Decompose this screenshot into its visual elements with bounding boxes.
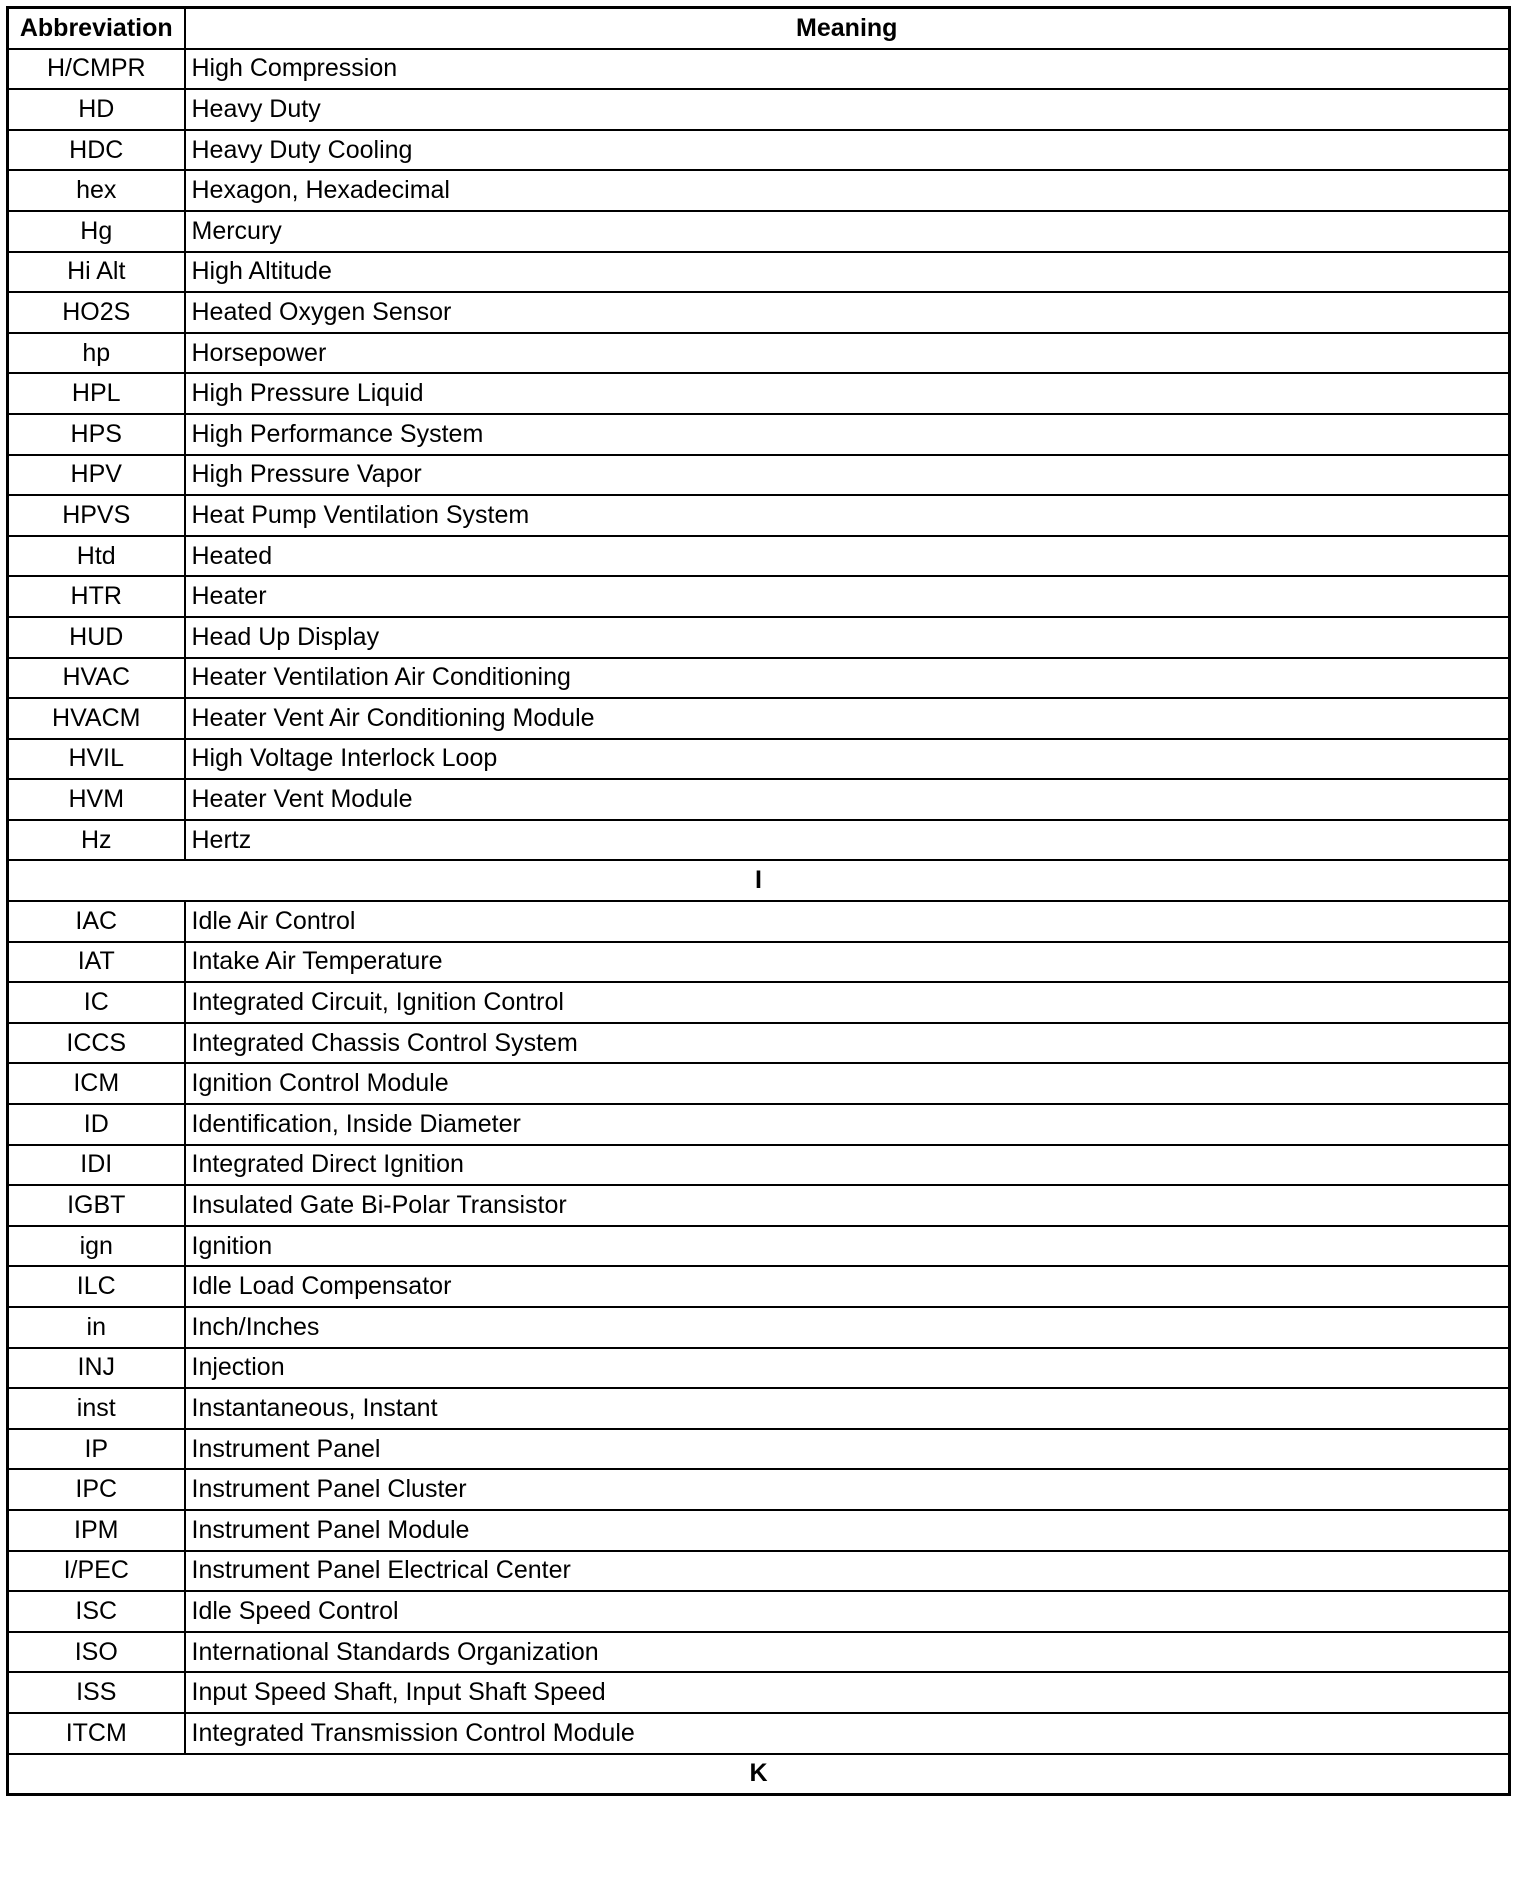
table-row xyxy=(8,1632,1510,1673)
abbreviation-cell: inst xyxy=(8,1388,185,1429)
table-row xyxy=(8,1348,1510,1389)
abbreviation-cell: ISC xyxy=(8,1591,185,1632)
section-row xyxy=(8,1754,1510,1795)
meaning-cell: Intake Air Temperature xyxy=(185,942,1510,983)
table-row xyxy=(8,130,1510,171)
abbreviation-cell: HPS xyxy=(8,414,185,455)
abbreviation-cell: IP xyxy=(8,1429,185,1470)
meaning-cell: Integrated Circuit, Ignition Control xyxy=(185,982,1510,1023)
meaning-cell: High Pressure Liquid xyxy=(185,373,1510,414)
meaning-cell: Input Speed Shaft, Input Shaft Speed xyxy=(185,1672,1510,1713)
meaning-cell: Idle Air Control xyxy=(185,901,1510,942)
abbreviation-cell: HVACM xyxy=(8,698,185,739)
meaning-cell: Heated Oxygen Sensor xyxy=(185,292,1510,333)
table-row xyxy=(8,89,1510,130)
table-row xyxy=(8,536,1510,577)
abbreviation-cell: ISS xyxy=(8,1672,185,1713)
table-header xyxy=(8,8,1510,49)
table-row xyxy=(8,779,1510,820)
table-row xyxy=(8,1023,1510,1064)
meaning-cell: Hertz xyxy=(185,820,1510,861)
abbreviation-cell: hex xyxy=(8,170,185,211)
abbreviation-cell: ICM xyxy=(8,1063,185,1104)
table-row xyxy=(8,982,1510,1023)
abbreviation-cell: ITCM xyxy=(8,1713,185,1754)
table-row xyxy=(8,820,1510,861)
table-row xyxy=(8,1551,1510,1592)
table-row xyxy=(8,576,1510,617)
meaning-cell: Head Up Display xyxy=(185,617,1510,658)
table-row xyxy=(8,698,1510,739)
meaning-cell: Heater Vent Air Conditioning Module xyxy=(185,698,1510,739)
abbreviation-cell: ICCS xyxy=(8,1023,185,1064)
abbreviation-cell: Hz xyxy=(8,820,185,861)
table-row xyxy=(8,170,1510,211)
meaning-cell: Heated xyxy=(185,536,1510,577)
meaning-cell: Injection xyxy=(185,1348,1510,1389)
meaning-cell: Idle Load Compensator xyxy=(185,1266,1510,1307)
abbreviation-cell: HTR xyxy=(8,576,185,617)
abbreviation-cell: IPC xyxy=(8,1469,185,1510)
meaning-cell: Integrated Chassis Control System xyxy=(185,1023,1510,1064)
table-row xyxy=(8,1672,1510,1713)
abbreviation-cell: ign xyxy=(8,1226,185,1267)
table-row xyxy=(8,1185,1510,1226)
table-row xyxy=(8,1063,1510,1104)
abbreviation-cell: HVIL xyxy=(8,739,185,780)
abbreviation-cell: I/PEC xyxy=(8,1551,185,1592)
meaning-cell: International Standards Organization xyxy=(185,1632,1510,1673)
meaning-cell: Ignition xyxy=(185,1226,1510,1267)
table-row xyxy=(8,1388,1510,1429)
table-row xyxy=(8,1510,1510,1551)
abbreviation-cell: IGBT xyxy=(8,1185,185,1226)
table-row xyxy=(8,1429,1510,1470)
meaning-cell: Integrated Transmission Control Module xyxy=(185,1713,1510,1754)
meaning-cell: Heater Ventilation Air Conditioning xyxy=(185,658,1510,699)
abbreviation-cell: IDI xyxy=(8,1145,185,1186)
meaning-cell: Insulated Gate Bi-Polar Transistor xyxy=(185,1185,1510,1226)
meaning-cell: Inch/Inches xyxy=(185,1307,1510,1348)
table-row xyxy=(8,942,1510,983)
abbreviation-cell: Hi Alt xyxy=(8,252,185,293)
meaning-cell: High Altitude xyxy=(185,252,1510,293)
table-row xyxy=(8,1591,1510,1632)
table-row xyxy=(8,495,1510,536)
abbreviation-cell: INJ xyxy=(8,1348,185,1389)
section-row xyxy=(8,860,1510,901)
meaning-cell: High Performance System xyxy=(185,414,1510,455)
abbreviation-cell: in xyxy=(8,1307,185,1348)
abbreviation-cell: ILC xyxy=(8,1266,185,1307)
table-row xyxy=(8,211,1510,252)
abbreviation-cell: IAC xyxy=(8,901,185,942)
table-row xyxy=(8,1307,1510,1348)
abbreviation-cell: HPL xyxy=(8,373,185,414)
table-row xyxy=(8,1145,1510,1186)
abbreviation-cell: HDC xyxy=(8,130,185,171)
abbreviation-cell: IC xyxy=(8,982,185,1023)
table-row xyxy=(8,1469,1510,1510)
meaning-cell: High Compression xyxy=(185,49,1510,90)
column-header-abbreviation: Abbreviation xyxy=(8,8,185,49)
meaning-cell: Instantaneous, Instant xyxy=(185,1388,1510,1429)
abbreviation-cell: HPVS xyxy=(8,495,185,536)
section-letter: K xyxy=(8,1754,1510,1795)
abbreviation-cell: HVAC xyxy=(8,658,185,699)
meaning-cell: Integrated Direct Ignition xyxy=(185,1145,1510,1186)
meaning-cell: High Pressure Vapor xyxy=(185,455,1510,496)
abbreviation-cell: Htd xyxy=(8,536,185,577)
meaning-cell: Instrument Panel Cluster xyxy=(185,1469,1510,1510)
table-row xyxy=(8,373,1510,414)
table-row xyxy=(8,901,1510,942)
table-row xyxy=(8,1713,1510,1754)
meaning-cell: High Voltage Interlock Loop xyxy=(185,739,1510,780)
abbreviation-cell: IPM xyxy=(8,1510,185,1551)
meaning-cell: Heat Pump Ventilation System xyxy=(185,495,1510,536)
table-row xyxy=(8,658,1510,699)
meaning-cell: Identification, Inside Diameter xyxy=(185,1104,1510,1145)
section-letter: I xyxy=(8,860,1510,901)
table-row xyxy=(8,49,1510,90)
meaning-cell: Heater xyxy=(185,576,1510,617)
meaning-cell: Ignition Control Module xyxy=(185,1063,1510,1104)
meaning-cell: Heater Vent Module xyxy=(185,779,1510,820)
abbreviation-cell: HPV xyxy=(8,455,185,496)
abbreviation-cell: hp xyxy=(8,333,185,374)
abbreviation-cell: Hg xyxy=(8,211,185,252)
meaning-cell: Instrument Panel xyxy=(185,1429,1510,1470)
meaning-cell: Mercury xyxy=(185,211,1510,252)
table-row xyxy=(8,292,1510,333)
abbreviation-cell: ISO xyxy=(8,1632,185,1673)
abbreviation-cell: IAT xyxy=(8,942,185,983)
table-row xyxy=(8,1226,1510,1267)
table-row xyxy=(8,414,1510,455)
table-row xyxy=(8,333,1510,374)
abbreviation-table xyxy=(6,6,1511,1796)
table-row xyxy=(8,1266,1510,1307)
header-row xyxy=(8,8,1510,49)
abbreviation-cell: H/CMPR xyxy=(8,49,185,90)
abbreviation-cell: HO2S xyxy=(8,292,185,333)
meaning-cell: Instrument Panel Module xyxy=(185,1510,1510,1551)
table-row xyxy=(8,455,1510,496)
column-header-meaning: Meaning xyxy=(185,8,1510,49)
meaning-cell: Heavy Duty Cooling xyxy=(185,130,1510,171)
table-row xyxy=(8,739,1510,780)
table-row xyxy=(8,1104,1510,1145)
table-row xyxy=(8,617,1510,658)
meaning-cell: Horsepower xyxy=(185,333,1510,374)
abbreviation-cell: HUD xyxy=(8,617,185,658)
table-body xyxy=(8,49,1510,1795)
meaning-cell: Heavy Duty xyxy=(185,89,1510,130)
meaning-cell: Idle Speed Control xyxy=(185,1591,1510,1632)
table-row xyxy=(8,252,1510,293)
abbreviation-cell: HD xyxy=(8,89,185,130)
abbreviation-cell: HVM xyxy=(8,779,185,820)
abbreviation-cell: ID xyxy=(8,1104,185,1145)
meaning-cell: Hexagon, Hexadecimal xyxy=(185,170,1510,211)
meaning-cell: Instrument Panel Electrical Center xyxy=(185,1551,1510,1592)
